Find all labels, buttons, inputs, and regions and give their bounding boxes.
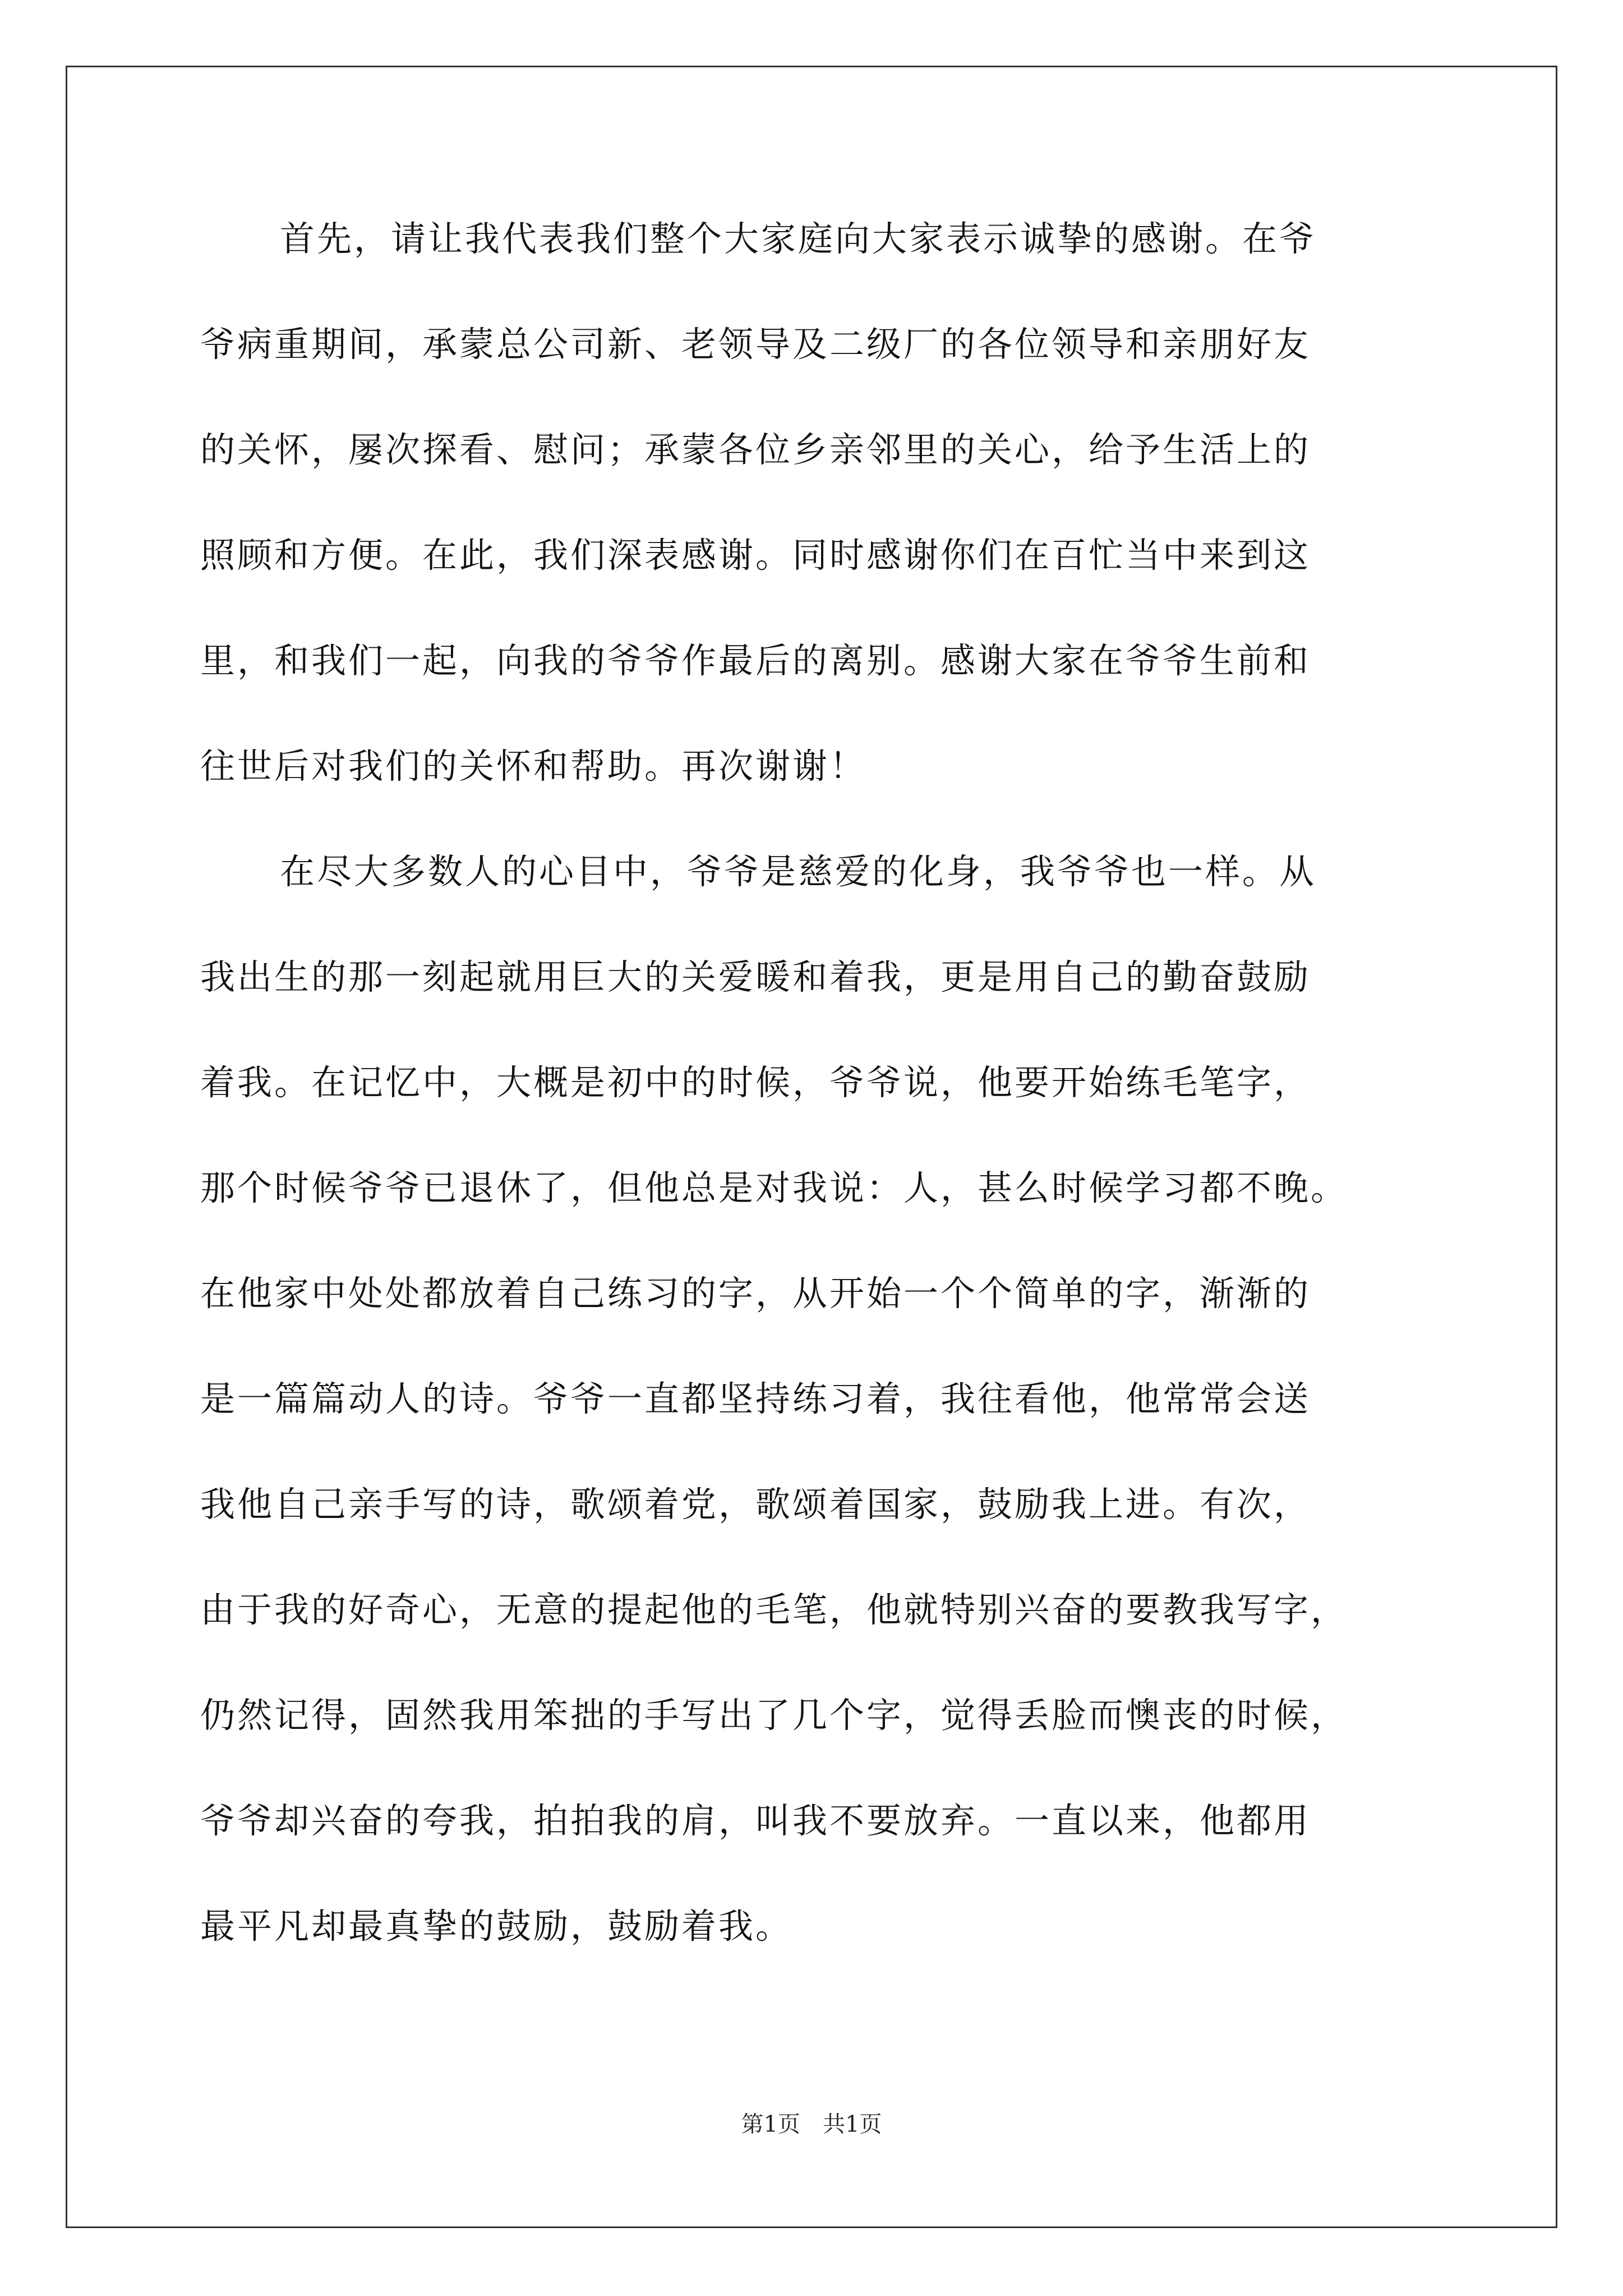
text-line: 仍然记得，固然我用笨拙的手写出了几个字，觉得丢脸而懊丧的时候， <box>200 1695 1348 1736</box>
text-line: 照顾和方便。在此，我们深表感谢。同时感谢你们在百忙当中来到这 <box>200 535 1311 576</box>
text-line: 首先，请让我代表我们整个大家庭向大家表示诚挚的感谢。在爷 <box>280 218 1317 259</box>
text-line: 是一篇篇动人的诗。爷爷一直都坚持练习着，我往看他，他常常会送 <box>200 1378 1311 1419</box>
page-number-footer: 第1页 共1页 <box>741 2111 882 2137</box>
text-line: 里，和我们一起，向我的爷爷作最后的离别。感谢大家在爷爷生前和 <box>200 640 1311 681</box>
text-line: 由于我的好奇心，无意的提起他的毛笔，他就特别兴奋的要教我写字， <box>200 1589 1348 1630</box>
paragraph-2 <box>200 844 1423 2004</box>
paragraph-1 <box>200 211 1423 844</box>
text-line: 的关怀，屡次探看、慰问；承蒙各位乡亲邻里的关心，给予生活上的 <box>200 429 1311 470</box>
text-line: 往世后对我们的关怀和帮助。再次谢谢！ <box>200 746 867 786</box>
text-line: 最平凡却最真挚的鼓励，鼓励着我。 <box>200 1906 793 1947</box>
document-body <box>200 211 1423 2004</box>
text-line: 爷病重期间，承蒙总公司新、老领导及二级厂的各位领导和亲朋好友 <box>200 324 1311 365</box>
text-line: 在尽大多数人的心目中，爷爷是慈爱的化身，我爷爷也一样。从 <box>280 851 1317 892</box>
text-line: 我他自己亲手写的诗，歌颂着党，歌颂着国家，鼓励我上进。有次， <box>200 1484 1311 1525</box>
text-line: 那个时候爷爷已退休了，但他总是对我说：人，甚么时候学习都不晚。 <box>200 1167 1348 1208</box>
text-line: 着我。在记忆中，大概是初中的时候，爷爷说，他要开始练毛笔字， <box>200 1062 1311 1103</box>
text-line: 我出生的那一刻起就用巨大的关爱暖和着我，更是用自己的勤奋鼓励 <box>200 956 1311 997</box>
text-line: 在他家中处处都放着自己练习的字，从开始一个个简单的字，渐渐的 <box>200 1273 1311 1314</box>
text-line: 爷爷却兴奋的夸我，拍拍我的肩，叫我不要放弃。一直以来，他都用 <box>200 1800 1311 1841</box>
